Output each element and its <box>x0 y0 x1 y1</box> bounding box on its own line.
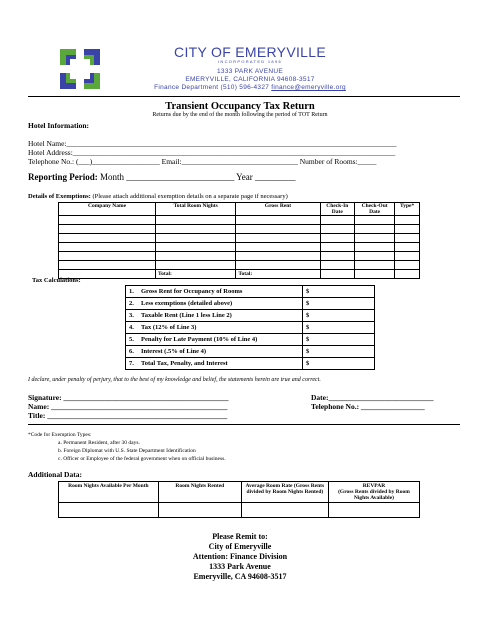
address-line2: EMERYVILLE, CALIFORNIA 94608-3517 <box>185 76 315 83</box>
col-revpar <box>328 482 419 503</box>
name-field[interactable]: Name: _______________________________________________ <box>28 402 228 411</box>
table-row[interactable] <box>59 261 420 270</box>
hotel-name-field[interactable]: Hotel Name:________________________________________________________________________________________ <box>28 139 397 148</box>
tax-line-number: 5. <box>129 336 134 343</box>
exemptions-heading-row <box>28 193 288 200</box>
exemptions-total-row <box>59 270 420 279</box>
hotel-address-field[interactable]: Hotel Address:______________________________________________________________________________________ <box>28 148 396 157</box>
table-row[interactable] <box>59 225 420 234</box>
tax-line-label <box>126 358 303 370</box>
tax-calculations-table <box>125 285 375 370</box>
col-check-out: Check-Out Date <box>355 203 395 216</box>
tax-line-text: Less exemptions (detailed above) <box>141 300 233 307</box>
tax-line-amount[interactable]: $ <box>303 334 375 346</box>
tax-line-amount[interactable]: $ <box>303 358 375 370</box>
tax-line-number: 4. <box>129 324 134 331</box>
col-check-in: Check-In Date <box>320 203 354 216</box>
signature-divider <box>28 424 460 425</box>
remit-line2: City of Emeryville <box>208 542 272 551</box>
col-room-nights-available: Room Nights Available Per Month <box>59 482 159 503</box>
tax-line-text: Total Tax, Penalty, and Interest <box>141 360 228 367</box>
remit-line5: Emeryville, CA 94608-3517 <box>193 572 287 581</box>
col-room-nights-rented: Room Nights Rented <box>158 482 241 503</box>
tax-line-label <box>126 298 303 310</box>
reporting-period-label: Reporting Period: <box>28 172 98 182</box>
table-row <box>126 358 375 370</box>
address-line1: 1333 PARK AVENUE <box>217 68 283 75</box>
remit-line3: Attention: Finance Division <box>192 552 288 561</box>
table-row <box>126 286 375 298</box>
finance-email-link[interactable]: finance@emeryville.org <box>271 84 346 91</box>
exemptions-note: (Please attach additional exemption details on a separate page if necessary) <box>90 193 288 200</box>
finance-phone: Finance Department (510) 596-4327 <box>154 84 272 91</box>
tax-line-number: 3. <box>129 312 134 319</box>
finance-line <box>120 84 380 91</box>
table-row[interactable] <box>59 216 420 225</box>
additional-header-row <box>59 482 420 503</box>
reporting-period-month-year[interactable]: Month ________________________ Year _________ <box>100 172 296 182</box>
tax-line-number: 2. <box>129 300 134 307</box>
hotel-contact-field[interactable]: Telephone No.: (___)__________________ Email:_______________________________ Number of Rooms:_____ <box>28 157 377 166</box>
incorporated-text: INCORPORATED 1896 <box>217 59 283 64</box>
additional-data-table <box>58 481 420 518</box>
col-average-room-rate: Average Room Rate (Gross Rents divided by Room Nights Rented) <box>241 482 328 503</box>
city-name: CITY OF EMERYVILLE <box>174 44 326 60</box>
tax-line-amount[interactable]: $ <box>303 322 375 334</box>
telephone-field[interactable]: Telephone No.: _________________ <box>311 402 425 411</box>
table-row <box>126 346 375 358</box>
tax-line-text: Interest (.5% of Line 4) <box>141 348 207 355</box>
table-row[interactable] <box>59 234 420 243</box>
remit-line4: 1333 Park Avenue <box>209 562 271 571</box>
tax-line-text: Tax (12% of Line 3) <box>141 324 197 331</box>
col-gross-rent: Gross Rent <box>236 203 320 216</box>
additional-data-heading: Additional Data: <box>28 470 82 479</box>
tax-line-amount[interactable]: $ <box>303 346 375 358</box>
tax-calc-heading: Tax Calculations: <box>32 277 81 284</box>
tax-line-label <box>126 334 303 346</box>
tax-line-text: Taxable Rent (Line 1 less Line 2) <box>141 312 232 319</box>
tax-line-amount[interactable]: $ <box>303 298 375 310</box>
tax-line-label <box>126 322 303 334</box>
declaration-text: I declare, under penalty of perjury, that to the best of my knowledge and belief, the statements herein are true and correct. <box>28 377 321 383</box>
tax-line-text: Penalty for Late Payment (10% of Line 4) <box>141 336 258 343</box>
table-row <box>126 298 375 310</box>
col-company-name: Company Name <box>59 203 156 216</box>
city-logo <box>58 47 102 91</box>
tax-line-label <box>126 286 303 298</box>
exemptions-heading: Details of Exemptions: <box>28 193 91 200</box>
tax-line-label <box>126 310 303 322</box>
tax-line-number: 1. <box>129 288 134 295</box>
reporting-period[interactable] <box>28 172 296 182</box>
title-field[interactable]: Title: ________________________________________________ <box>28 411 228 420</box>
exemption-codes-heading: *Code for Exemption Types: <box>28 432 92 438</box>
tax-line-number: 7. <box>129 360 134 367</box>
revpar-desc: (Gross Rents divided by Room Nights Available) <box>338 489 410 501</box>
exemption-code-b: b. Foreign Diplomat with U.S. State Department Identification <box>58 448 196 454</box>
total-rent-label: Total: <box>236 270 320 279</box>
exemption-code-c: c. Officer or Employee of the federal government when on official business. <box>58 456 226 462</box>
col-type: Type* <box>395 203 420 216</box>
tax-line-label <box>126 346 303 358</box>
additional-input-row[interactable] <box>59 503 420 518</box>
header-divider <box>28 96 460 97</box>
logo-arrows-icon <box>60 49 100 89</box>
table-row <box>126 322 375 334</box>
signature-field[interactable]: Signature: ____________________________________________ <box>28 393 229 402</box>
tax-line-number: 6. <box>129 348 134 355</box>
exemptions-table <box>58 202 420 279</box>
tax-line-amount[interactable]: $ <box>303 286 375 298</box>
tax-line-amount[interactable]: $ <box>303 310 375 322</box>
revpar-label: REVPAR <box>362 483 386 489</box>
hotel-info-heading: Hotel Information: <box>28 121 90 130</box>
exemptions-header-row <box>59 203 420 216</box>
col-total-room-nights: Total Room Nights <box>156 203 236 216</box>
remit-line1: Please Remit to: <box>212 532 268 541</box>
date-field[interactable]: Date:____________________________ <box>311 393 434 402</box>
table-row[interactable] <box>59 252 420 261</box>
exemption-code-a: a. Permanent Resident, after 30 days. <box>58 440 140 446</box>
table-row <box>126 334 375 346</box>
form-title: Transient Occupancy Tax Return <box>165 101 315 112</box>
total-nights-label: Total: <box>156 270 236 279</box>
table-row[interactable] <box>59 243 420 252</box>
tax-line-text: Gross Rent for Occupancy of Rooms <box>141 288 243 295</box>
table-row <box>126 310 375 322</box>
form-subtitle: Returns due by the end of the month following the period of TOT Return <box>152 112 328 118</box>
